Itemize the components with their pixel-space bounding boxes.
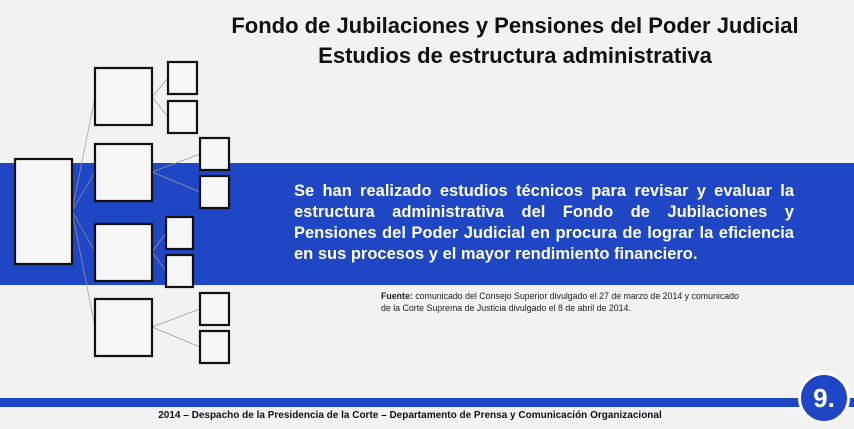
org-box-level2 [200, 331, 229, 363]
org-box-level2 [200, 293, 229, 325]
footer-text: 2014 – Despacho de la Presidencia de la Corte – Departamento de Prensa y Comunicación Organizacional [158, 410, 662, 421]
footer-bar [0, 398, 854, 407]
org-box-level1 [95, 68, 152, 125]
source-note [381, 290, 741, 314]
org-box-level1 [95, 299, 152, 356]
main-paragraph: Se han realizado estudios técnicos para revisar y evaluar la estructura administrativa del Fondo de Jubilaciones y Pensiones del Poder Judicial en procura de lograr la eficiencia en sus procesos y el mayor rendimiento financiero. [294, 182, 794, 263]
page-number-badge: 9. [798, 372, 850, 424]
source-text: comunicado del Consejo Superior divulgado el 27 de marzo de 2014 y comunicado de la Corte Suprema de Justicia divulgado el 8 de abril de 2014. [381, 291, 739, 313]
org-box-level1 [95, 144, 152, 201]
org-box-level2 [200, 176, 229, 208]
org-box-root [15, 159, 72, 264]
org-box-level2 [200, 138, 229, 170]
page-subtitle: Estudios de estructura administrativa [318, 43, 712, 68]
org-box-level2 [168, 101, 197, 133]
org-box-level1 [95, 224, 152, 281]
org-box-level2 [166, 255, 193, 287]
org-chart-graphic [0, 0, 260, 380]
page-title: Fondo de Jubilaciones y Pensiones del Poder Judicial [231, 13, 799, 38]
source-label: Fuente: [381, 291, 413, 301]
org-box-level2 [168, 62, 197, 94]
org-box-level2 [166, 217, 193, 249]
